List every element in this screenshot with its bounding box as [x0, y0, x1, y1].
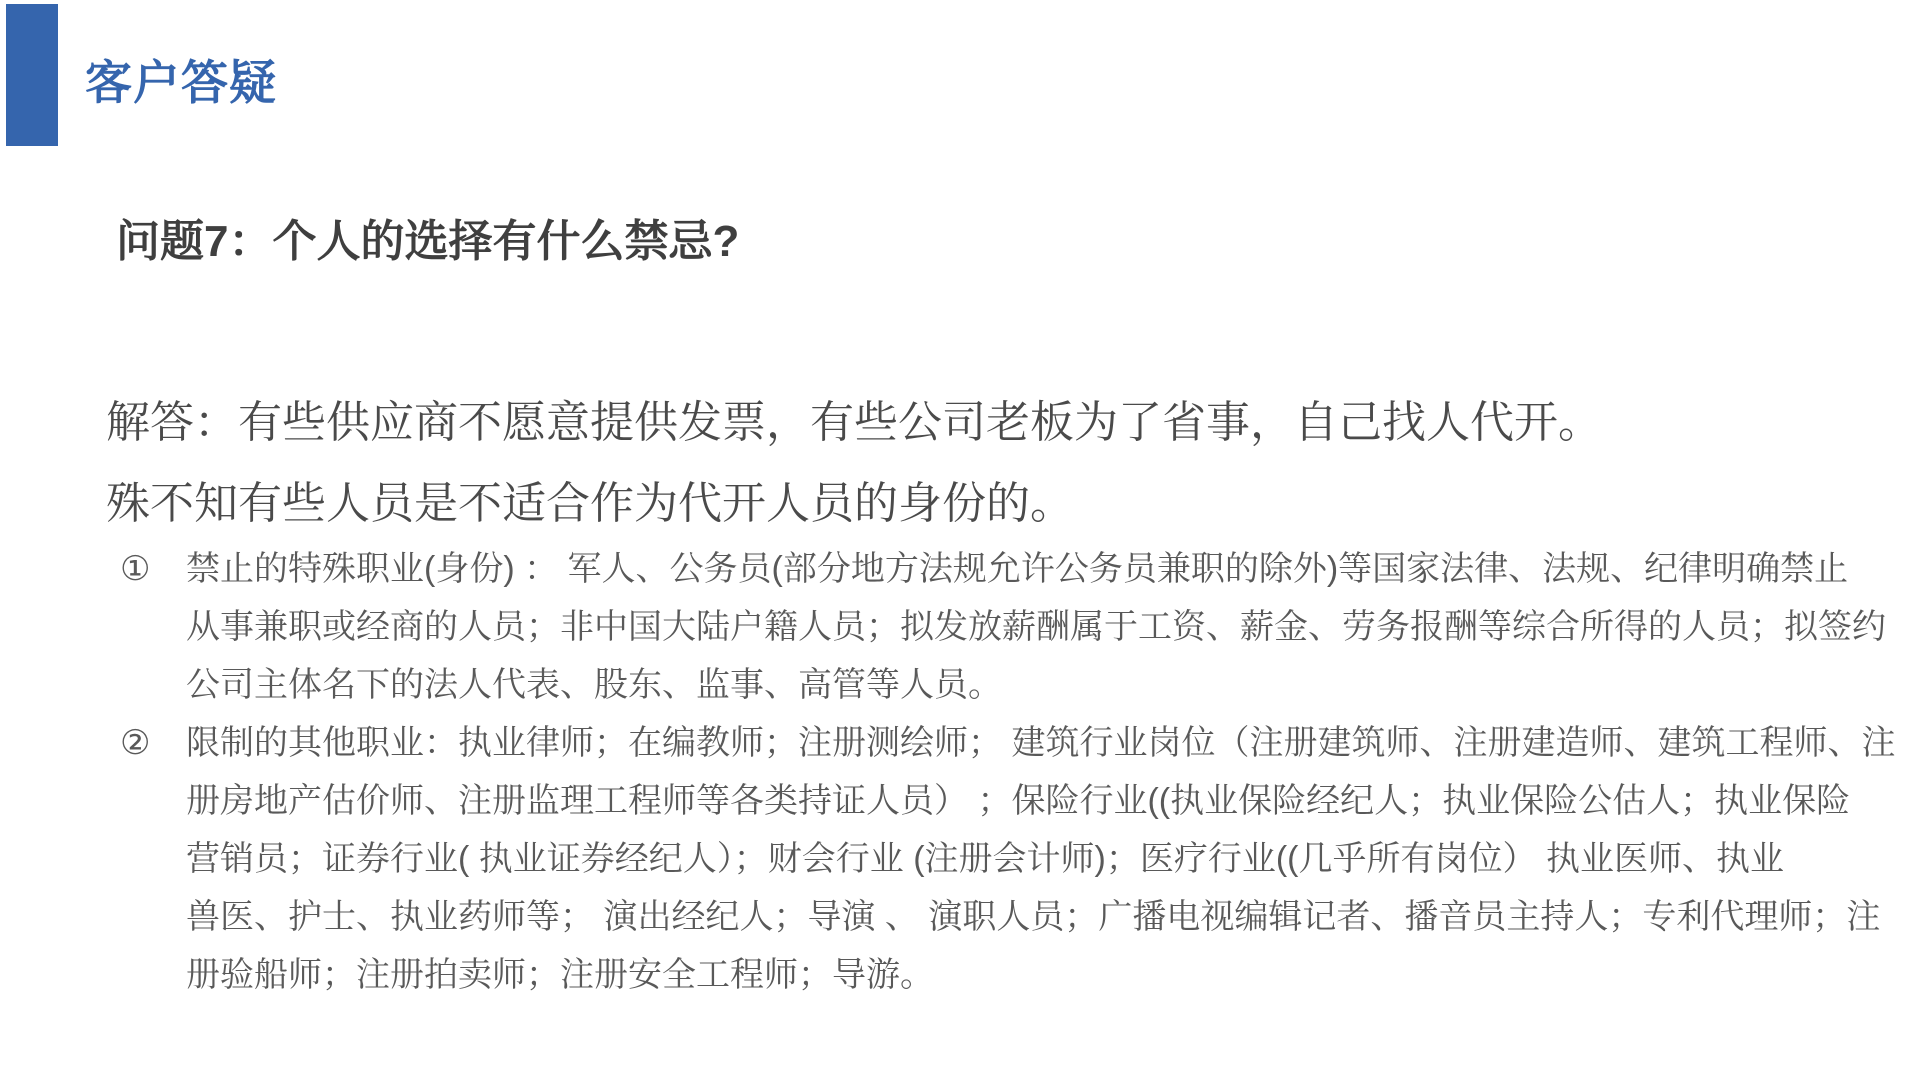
list-item-line: 公司主体名下的法人代表、股东、监事、高管等人员。 [186, 666, 1002, 704]
list-marker-2-icon: ② [120, 724, 151, 762]
list-item-line: 限制的其他职业：执业律师；在编教师；注册测绘师； 建筑行业岗位（注册建筑师、注册建造师、建筑工程师、注 [186, 724, 1896, 762]
answer-paragraph [106, 382, 1602, 544]
restriction-list [120, 540, 1895, 1004]
question-title: 问题7：个人的选择有什么禁忌? [116, 217, 740, 266]
list-item-line: 禁止的特殊职业(身份) ： 军人、公务员(部分地方法规允许公务员兼职的除外)等国家法律、法规、纪律明确禁止 [186, 550, 1849, 588]
page-title: 客户答疑 [85, 56, 277, 109]
list-item-text [186, 714, 1895, 1004]
list-item-line: 从事兼职或经商的人员；非中国大陆户籍人员；拟发放薪酬属于工资、薪金、劳务报酬等综合所得的人员；拟签约 [186, 608, 1886, 646]
list-item-line: 册房地产估价师、注册监理工程师等各类持证人员） ；保险行业((执业保险经纪人；执业保险公估人；执业保险 [186, 782, 1851, 820]
list-item-line: 兽医、护士、执业药师等； 演出经纪人；导演 、 演职人员；广播电视编辑记者、播音员主持人；专利代理师；注 [186, 898, 1881, 936]
header-accent-bar [6, 4, 58, 146]
answer-line-2: 殊不知有些人员是不适合作为代开人员的身份的。 [106, 479, 1074, 528]
list-item-restricted-occupations [120, 714, 1895, 1004]
list-item-line: 营销员；证券行业( 执业证券经纪人）；财会行业 (注册会计师)；医疗行业((几乎所有岗位） 执业医师、执业 [186, 840, 1784, 878]
list-marker-1-icon: ① [120, 550, 151, 588]
list-item-text [186, 540, 1886, 714]
list-item-prohibited-occupations [120, 540, 1895, 714]
answer-line-1: 解答：有些供应商不愿意提供发票，有些公司老板为了省事，自己找人代开。 [106, 398, 1602, 447]
list-item-line: 册验船师；注册拍卖师；注册安全工程师；导游。 [186, 956, 934, 994]
